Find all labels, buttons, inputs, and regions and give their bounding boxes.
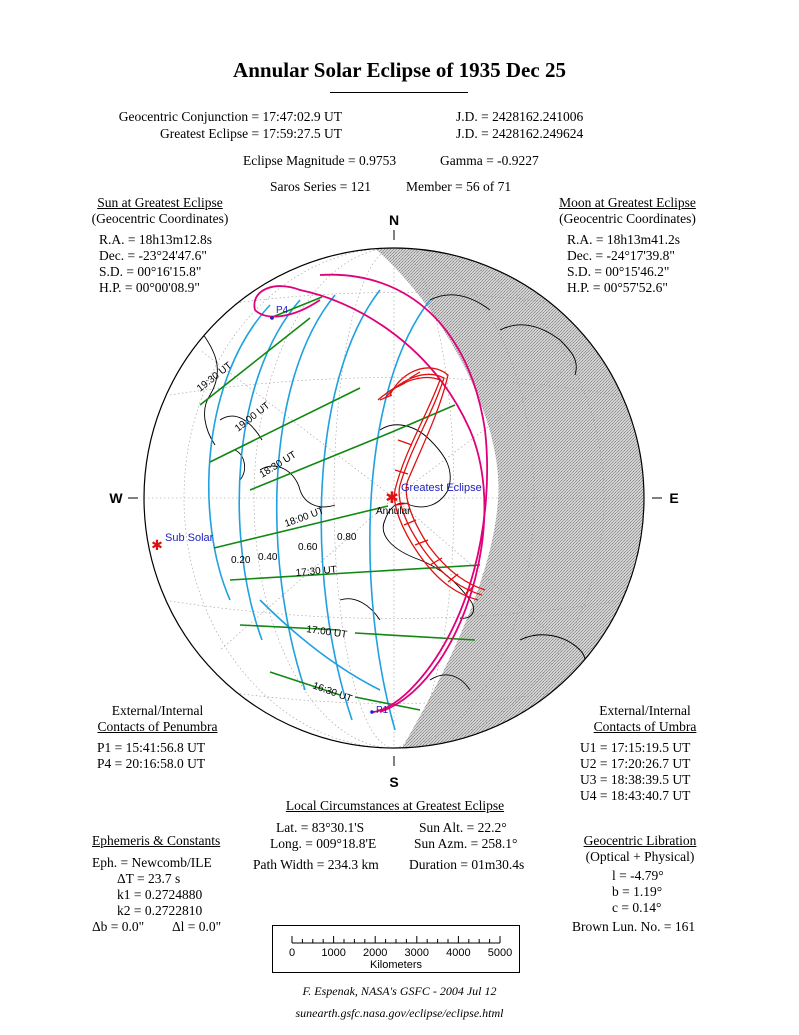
conjunction-label: Geocentric Conjunction = 17:47:02.9 UT — [118, 109, 342, 124]
contact-p4: P4 = 20:16:58.0 UT — [97, 756, 206, 771]
local-heading: Local Circumstances at Greatest Eclipse — [285, 798, 505, 813]
sub-solar-marker: ✱ — [151, 537, 163, 553]
penumbra-heading: External/Internal Contacts of Penumbra — [97, 703, 218, 734]
ephemeris-dl: Δl = 0.0" — [172, 919, 222, 934]
sub-solar-label: Sub Solar — [165, 532, 214, 544]
credit-author: F. Espenak, NASA's GSFC - 2004 Jul 12 — [302, 984, 497, 998]
time-label: 17:00 UT — [305, 624, 348, 641]
sun-subheading: (Geocentric Coordinates) — [91, 211, 229, 226]
scale-tick-label: 5000 — [487, 947, 513, 959]
scale-bar — [272, 925, 520, 973]
page-title: Annular Solar Eclipse of 1935 Dec 25 — [233, 58, 566, 82]
annular-label: Annular — [376, 506, 411, 517]
contact-p1: P1 = 15:41:56.8 UT — [97, 740, 206, 755]
scale-tick-label: 3000 — [404, 947, 430, 959]
ephemeris-k1: k1 = 0.2724880 — [117, 887, 203, 902]
libration-b: b = 1.19° — [612, 884, 663, 899]
time-label: 18:00 UT — [283, 505, 326, 530]
libration-heading: Geocentric Libration (Optical + Physical) — [583, 833, 697, 864]
scale-unit: Kilometers — [370, 959, 422, 971]
p1-label: P1 — [376, 705, 389, 716]
greatest-eclipse-label: Greatest Eclipse — [401, 482, 482, 494]
scale-tick-label: 2000 — [362, 947, 388, 959]
scale-tick-label: 1000 — [321, 947, 346, 959]
contact-u4: U4 = 18:43:40.7 UT — [580, 788, 691, 803]
umbra-contacts — [580, 740, 690, 804]
local-path-width: Path Width = 234.3 km — [253, 857, 379, 872]
magnitude-label: 0.60 — [298, 542, 318, 553]
greatest-eclipse-jd: J.D. = 2428162.249624 — [456, 126, 584, 141]
saros-member: Member = 56 of 71 — [406, 179, 512, 194]
saros-series: Saros Series = 121 — [270, 179, 371, 194]
compass-west: W — [109, 490, 123, 506]
p4-marker — [270, 316, 274, 320]
libration-c: c = 0.14° — [612, 900, 662, 915]
magnitude-label: 0.40 — [258, 552, 278, 563]
conjunction-jd: J.D. = 2428162.241006 — [456, 109, 584, 124]
moon-dec: Dec. = -24°17'39.8" — [567, 248, 675, 263]
ephemeris-heading: Ephemeris & Constants — [92, 833, 221, 848]
time-label: 19:30 UT — [195, 360, 235, 395]
time-label: 16:30 UT — [310, 680, 354, 705]
time-label: 19:00 UT — [233, 400, 273, 435]
sun-heading: Sun at Greatest Eclipse — [97, 195, 223, 210]
moon-heading: Moon at Greatest Eclipse — [559, 195, 696, 210]
gamma: Gamma = -0.9227 — [440, 153, 539, 168]
time-label: 18:30 UT — [257, 449, 299, 481]
greatest-eclipse-label: Greatest Eclipse = 17:59:27.5 UT — [160, 126, 342, 141]
time-label: 17:30 UT — [295, 564, 338, 579]
eclipse-magnitude: Eclipse Magnitude = 0.9753 — [243, 153, 397, 168]
sun-sd: S.D. = 00°16'15.8" — [99, 264, 202, 279]
penumbra-contacts — [97, 740, 205, 772]
libration-l: l = -4.79° — [612, 868, 664, 883]
magnitude-label: 0.20 — [231, 555, 251, 566]
local-lat: Lat. = 83°30.1'S — [276, 820, 365, 835]
compass-north: N — [388, 212, 400, 228]
local-duration: Duration = 01m30.4s — [409, 857, 525, 872]
contact-u2: U2 = 17:20:26.7 UT — [580, 756, 691, 771]
local-long: Long. = 009°18.8'E — [270, 836, 377, 851]
umbra-heading: External/Internal Contacts of Umbra — [593, 703, 697, 734]
compass-south: S — [389, 774, 399, 790]
brown-lunation: Brown Lun. No. = 161 — [572, 919, 696, 934]
scale-tick-label: 4000 — [446, 947, 471, 959]
compass-east: E — [669, 490, 679, 506]
scale-tick-label: 0 — [288, 947, 296, 959]
ephemeris-k2: k2 = 0.2722810 — [117, 903, 203, 918]
sun-hp: H.P. = 00°00'08.9" — [99, 280, 200, 295]
p4-label: P4 — [276, 305, 289, 316]
moon-hp: H.P. = 00°57'52.6" — [567, 280, 668, 295]
contact-u1: U1 = 17:15:19.5 UT — [580, 740, 691, 755]
greatest-eclipse-marker: ✱ — [385, 490, 399, 507]
moon-subheading: (Geocentric Coordinates) — [559, 211, 696, 226]
moon-ra: R.A. = 18h13m41.2s — [567, 232, 680, 247]
credit-url: sunearth.gsfc.nasa.gov/eclipse/eclipse.html — [295, 1006, 504, 1020]
p1-marker — [370, 710, 374, 714]
sun-ra: R.A. = 18h13m12.8s — [99, 232, 212, 247]
local-sun-azm: Sun Azm. = 258.1° — [414, 836, 518, 851]
contact-u3: U3 = 18:38:39.5 UT — [580, 772, 691, 787]
local-sun-alt: Sun Alt. = 22.2° — [419, 820, 507, 835]
moon-sd: S.D. = 00°15'46.2" — [567, 264, 670, 279]
ephemeris-db: Δb = 0.0" — [92, 919, 145, 934]
magnitude-label: 0.80 — [337, 532, 357, 543]
sun-dec: Dec. = -23°24'47.6" — [99, 248, 207, 263]
ephemeris-eph: Eph. = Newcomb/ILE — [92, 855, 212, 870]
ephemeris-dt: ΔT = 23.7 s — [117, 871, 181, 886]
